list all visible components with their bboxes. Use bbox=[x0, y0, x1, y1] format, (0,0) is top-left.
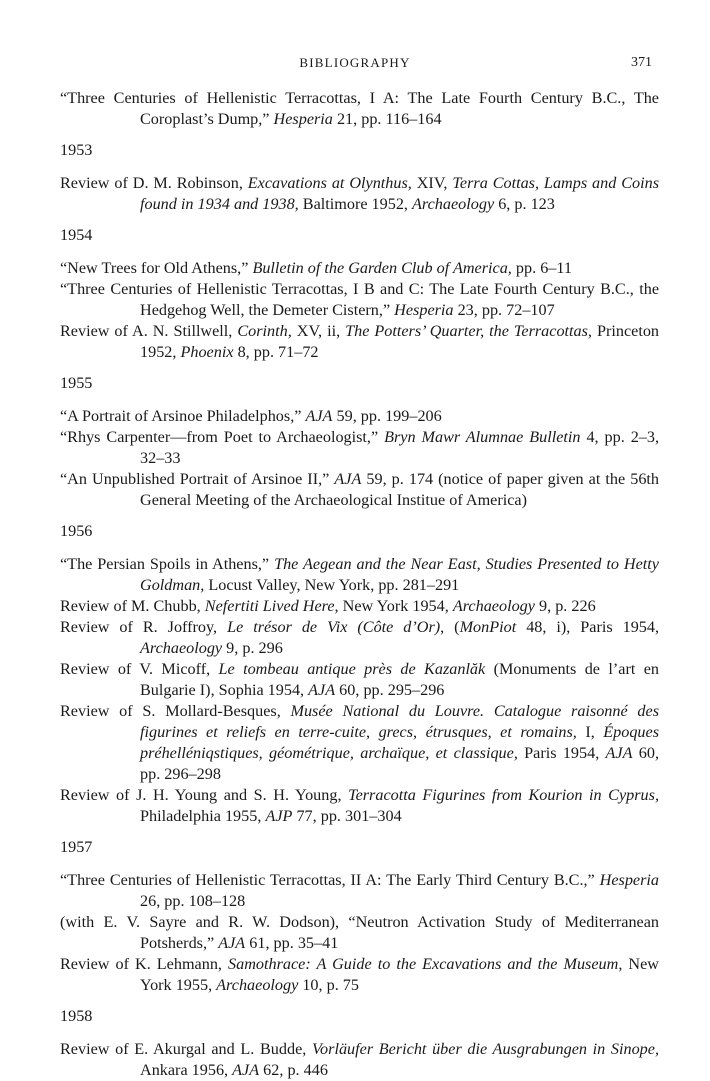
bibliography-entry bbox=[60, 279, 659, 321]
bibliography-entry bbox=[60, 554, 659, 596]
entry-text: 21, pp. 116–164 bbox=[332, 110, 442, 128]
bibliography-entry bbox=[60, 427, 659, 469]
bibliography-entry bbox=[60, 1039, 659, 1081]
entry-text: Baltimore 1952, bbox=[298, 195, 413, 213]
entry-text: 6, p. 123 bbox=[494, 195, 555, 213]
italic-title: Vorläufer Bericht über die Ausgrabungen in Sinope, bbox=[311, 1040, 659, 1058]
year-heading: 1957 bbox=[60, 838, 93, 856]
bibliography-entry bbox=[60, 469, 659, 511]
entry-text: Review of M. Chubb, bbox=[60, 597, 205, 615]
entry-text: “Three Centuries of Hellenistic Terracottas, I A: The Late Fourth Century B.C., The Coroplast’s Dump,” bbox=[60, 89, 659, 128]
entry-text: 62, p. 446 bbox=[259, 1061, 328, 1079]
italic-title: Samothrace: A Guide to the Excavations and the Museum, bbox=[228, 955, 623, 973]
italic-title: AJA bbox=[334, 470, 362, 488]
italic-title: AJA bbox=[305, 407, 333, 425]
entry-text: 8, pp. 71–72 bbox=[233, 343, 319, 361]
bibliography-entry bbox=[60, 785, 659, 827]
bibliography-entry bbox=[60, 88, 659, 130]
entry-text: “Three Centuries of Hellenistic Terracottas, I B and C: The Late Fourth Century B.C., the Hedgehog Well, the Demeter Cistern,” bbox=[60, 280, 659, 319]
bibliography-entry bbox=[60, 321, 659, 363]
entry-text: “A Portrait of Arsinoe Philadelphos,” bbox=[60, 407, 306, 425]
entry-text: I, bbox=[576, 723, 604, 741]
italic-title: Nefertiti Lived Here, bbox=[204, 597, 339, 615]
bibliography-list bbox=[60, 88, 659, 1081]
bibliography-entry bbox=[60, 596, 659, 617]
entry-text: 9, p. 226 bbox=[534, 597, 596, 615]
entry-text: 77, pp. 301–304 bbox=[292, 807, 402, 825]
italic-title: AJA bbox=[218, 934, 246, 952]
italic-title: AJA bbox=[605, 744, 633, 762]
entry-text: “Rhys Carpenter—from Poet to Archaeologist,” bbox=[60, 428, 385, 446]
entry-text: Review of D. M. Robinson, bbox=[60, 174, 248, 192]
italic-title: AJP bbox=[265, 807, 293, 825]
year-heading: 1954 bbox=[60, 226, 93, 244]
entry-text: “An Unpublished Portrait of Arsinoe II,” bbox=[60, 470, 335, 488]
running-head bbox=[0, 52, 710, 72]
entry-text: 59, pp. 199–206 bbox=[332, 407, 442, 425]
page-number: 371 bbox=[631, 55, 652, 70]
entry-text: pp. 6–11 bbox=[511, 259, 572, 277]
italic-title: Corinth, bbox=[237, 322, 292, 340]
entry-text: Paris 1954, bbox=[517, 744, 606, 762]
entry-text: (Monuments de l’art en Bulgarie I), Sophia 1954, bbox=[140, 660, 659, 699]
entry-text: Ankara 1956, bbox=[140, 1061, 233, 1079]
italic-title: AJA bbox=[308, 681, 336, 699]
italic-title: Le tombeau antique près de Kazanlăk bbox=[218, 660, 486, 678]
entry-text: 4, pp. 2–3, 32–33 bbox=[140, 428, 660, 467]
entry-text: Princeton 1952, bbox=[140, 322, 660, 361]
entry-text: 48, i), Paris 1954, bbox=[516, 618, 660, 636]
italic-title: Bryn Mawr Alumnae Bulletin bbox=[384, 428, 581, 446]
italic-title: Archaeology bbox=[216, 976, 299, 994]
bibliography-entry bbox=[60, 659, 659, 701]
entry-text: 9, p. 296 bbox=[222, 639, 283, 657]
year-heading: 1953 bbox=[60, 141, 93, 159]
entry-text: XIV, bbox=[411, 174, 453, 192]
entry-text: 60, pp. 295–296 bbox=[335, 681, 445, 699]
entry-text: Review of E. Akurgal and L. Budde, bbox=[60, 1040, 312, 1058]
italic-title: Hesperia bbox=[599, 871, 659, 889]
entry-text: “Three Centuries of Hellenistic Terracottas, II A: The Early Third Century B.C.,” bbox=[60, 871, 600, 889]
italic-title: Bulletin of the Garden Club of America, bbox=[252, 259, 512, 277]
entry-text: , ( bbox=[440, 618, 460, 636]
entry-text: Review of S. Mollard-Besques, bbox=[60, 702, 291, 720]
bibliography-entry bbox=[60, 701, 659, 785]
italic-title: Musée National du Louvre. Catalogue raisonné des figurines et reliefs en terre-cuite, grecs, étrusques, et romains, bbox=[140, 702, 659, 741]
entry-text: “New Trees for Old Athens,” bbox=[60, 259, 253, 277]
italic-title: Archaeology bbox=[452, 597, 535, 615]
italic-title: Hesperia bbox=[394, 301, 454, 319]
italic-title: AJA bbox=[232, 1061, 260, 1079]
bibliography-entry bbox=[60, 406, 659, 427]
entry-text: Philadelphia 1955, bbox=[140, 807, 266, 825]
entry-text: 10, p. 75 bbox=[298, 976, 359, 994]
italic-title: Le trésor de Vix (Côte d’Or) bbox=[227, 618, 441, 636]
entry-text: New York 1955, bbox=[140, 955, 659, 994]
italic-title: Archaeology bbox=[140, 639, 223, 657]
year-heading: 1955 bbox=[60, 374, 93, 392]
italic-title: The Potters’ Quarter, the Terracottas, bbox=[345, 322, 592, 340]
year-heading: 1958 bbox=[60, 1007, 93, 1025]
entry-text: (with E. V. Sayre and R. W. Dodson), “Neutron Activation Study of Mediterranean Potsherds,” bbox=[60, 913, 659, 952]
italic-title: Époques préhelléniqstiques, géométrique, archaïque, et classique, bbox=[140, 723, 660, 762]
bibliography-entry bbox=[60, 912, 659, 954]
italic-title: Terracotta Figurines from Kourion in Cyprus, bbox=[348, 786, 659, 804]
italic-title: Excavations at Olynthus, bbox=[247, 174, 412, 192]
entry-text: Review of R. Joffroy, bbox=[60, 618, 228, 636]
entry-text: New York 1954, bbox=[338, 597, 453, 615]
italic-title: Hesperia bbox=[273, 110, 333, 128]
entry-text: 60, pp. 296–298 bbox=[140, 744, 659, 783]
year-heading: 1956 bbox=[60, 522, 93, 540]
entry-text: “The Persian Spoils in Athens,” bbox=[60, 555, 275, 573]
entry-text: 26, pp. 108–128 bbox=[140, 892, 246, 910]
bibliography-entry bbox=[60, 173, 659, 215]
entry-text: 59, p. 174 (notice of paper given at the 56th General Meeting of the Archaeological Institue of America) bbox=[140, 470, 660, 509]
page-title: BIBLIOGRAPHY bbox=[299, 55, 411, 70]
entry-text: Review of V. Micoff, bbox=[60, 660, 219, 678]
italic-title: Phoenix bbox=[180, 343, 234, 361]
entry-text: Locust Valley, New York, pp. 281–291 bbox=[204, 576, 460, 594]
entry-text: Review of J. H. Young and S. H. Young, bbox=[60, 786, 349, 804]
bibliography-entry bbox=[60, 954, 659, 996]
bibliography-entry bbox=[60, 870, 659, 912]
italic-title: The Aegean and the Near East, Studies Presented to Hetty Goldman, bbox=[140, 555, 659, 594]
entry-text: 61, pp. 35–41 bbox=[245, 934, 339, 952]
entry-text: 23, pp. 72–107 bbox=[453, 301, 555, 319]
entry-text: Review of K. Lehmann, bbox=[60, 955, 229, 973]
italic-title: Terra Cottas, Lamps and Coins found in 1934 and 1938, bbox=[140, 174, 660, 213]
bibliography-entry bbox=[60, 617, 659, 659]
entry-text: XV, ii, bbox=[291, 322, 346, 340]
bibliography-entry bbox=[60, 258, 659, 279]
italic-title: MonPiot bbox=[459, 618, 517, 636]
italic-title: Archaeology bbox=[412, 195, 495, 213]
entry-text: Review of A. N. Stillwell, bbox=[60, 322, 238, 340]
